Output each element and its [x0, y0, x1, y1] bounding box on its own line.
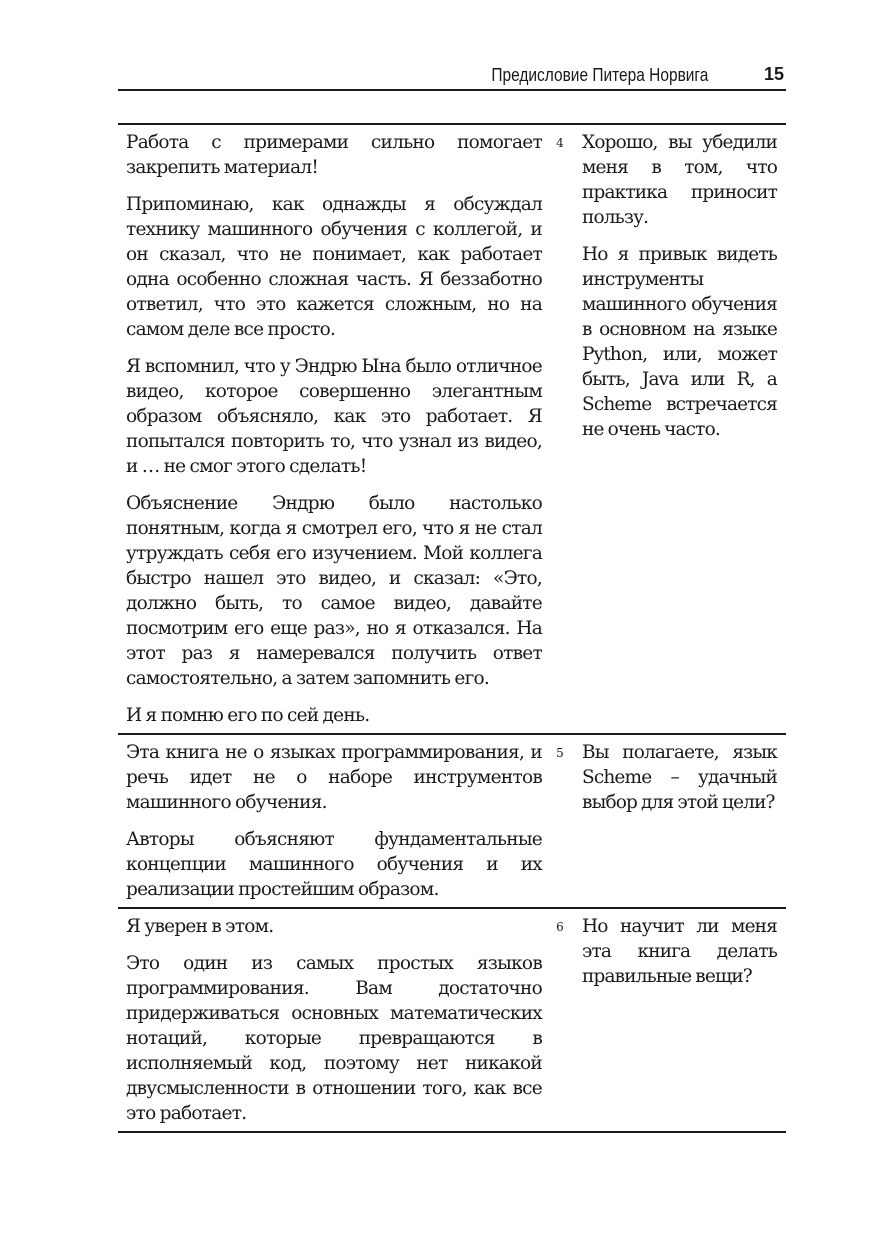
dialogue-row	[118, 125, 786, 735]
frame-number-column	[542, 909, 578, 1131]
question-column	[578, 125, 786, 733]
frame-number-column	[542, 125, 578, 733]
running-title: Предисловие Питера Норвига	[490, 65, 708, 85]
page-number: 15	[763, 64, 784, 84]
frame-number: 6	[556, 920, 564, 934]
dialogue-row	[118, 735, 786, 909]
dialogue-table	[118, 123, 786, 1133]
answer-paragraph: Это один из самых простых языков программирования. Вам достаточно придерживаться основных математических нотаций, которые превращаются в исполняемый код, поэтому нет никакой двусмысленности в отношении того, как все это работает.	[126, 953, 542, 1124]
question-paragraph: Вы полагаете, язык Scheme – удачный выбор для этой цели?	[582, 742, 777, 813]
question-paragraph: Но я привык видеть инструменты машинного обучения в основном на языке Python, или, может быть, Java или R, а Scheme встречается не очень часто.	[582, 244, 777, 440]
question-paragraph: Но научит ли меня эта книга делать правильные вещи?	[582, 916, 777, 987]
answer-column	[118, 909, 542, 1131]
answer-paragraph: Я уверен в этом.	[126, 916, 274, 937]
answer-paragraph: И я помню его по сей день.	[126, 705, 370, 726]
answer-column	[118, 735, 542, 907]
frame-number: 4	[556, 136, 564, 150]
answer-paragraph: Авторы объясняют фундаментальные концепции машинного обучения и их реализации простейшим образом.	[126, 829, 542, 900]
answer-column	[118, 125, 542, 733]
frame-number-column	[542, 735, 578, 907]
question-column	[578, 909, 786, 1131]
answer-paragraph: Объяснение Эндрю было настолько понятным, когда я смотрел его, что я не стал утруждать себя его изучением. Мой коллега быстро нашел это видео, и сказал: «Это, должно быть, то самое видео, давайте посмотрим его еще раз», но я отказался. На этот раз я намеревался получить ответ самостоятельно, а затем запомнить его.	[126, 493, 542, 689]
answer-paragraph: Я вспомнил, что у Эндрю Ына было отличное видео, которое совершенно элегантным образом объясняло, как это работает. Я попытался повторить то, что узнал из видео, и … не смог этого сделать!	[126, 356, 542, 477]
dialogue-row	[118, 909, 786, 1133]
answer-paragraph: Припоминаю, как однажды я обсуждал технику машинного обучения с коллегой, и он сказал, что не понимает, как работает одна особенно сложная часть. Я беззаботно ответил, что это кажется сложным, но на самом деле все просто.	[126, 194, 542, 340]
answer-paragraph: Эта книга не о языках программирования, и речь идет не о наборе инструментов машинного обучения.	[126, 742, 542, 813]
running-header	[118, 62, 786, 91]
answer-paragraph: Работа с примерами сильно помогает закрепить материал!	[126, 132, 542, 178]
question-paragraph: Хорошо, вы убедили меня в том, что практика приносит пользу.	[582, 132, 777, 228]
frame-number: 5	[556, 746, 564, 760]
question-column	[578, 735, 786, 907]
